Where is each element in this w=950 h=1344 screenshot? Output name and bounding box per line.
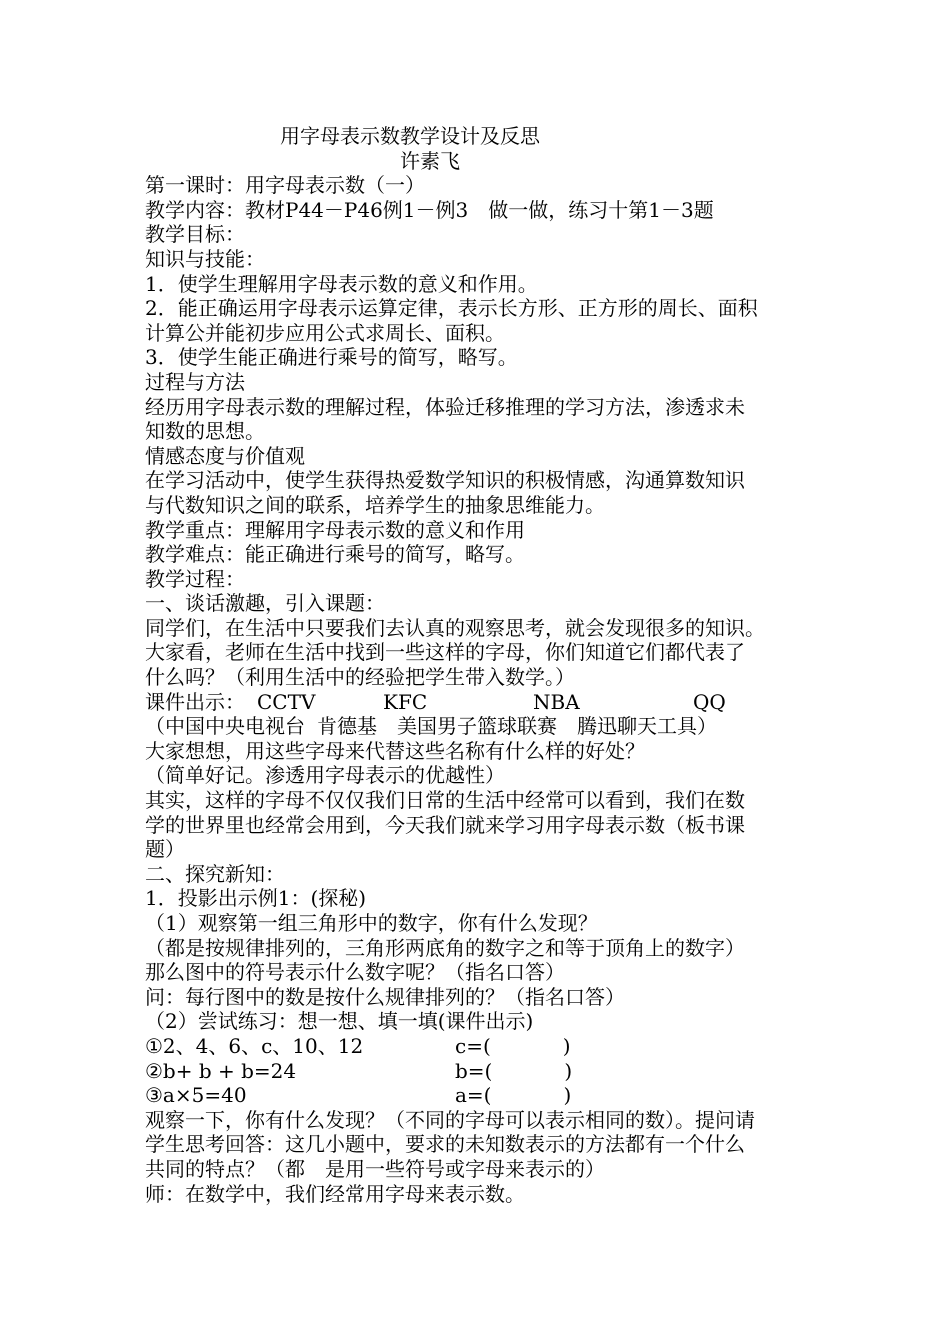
text-line: 1．投影出示例1：(探秘) [145,886,367,911]
courseware-row [145,690,835,715]
text-line: （简单好记。渗透用字母表示的优越性） [145,763,505,788]
meaning-item: 腾迅聊天工具） [577,714,717,739]
document-title: 用字母表示数教学设计及反思 [280,124,540,148]
text-line: 其实，这样的字母不仅仅我们日常的生活中经常可以看到，我们在数 [145,788,745,813]
text-line: 经历用字母表示数的理解过程，体验迁移推理的学习方法，渗透求未 [145,394,745,419]
exercise-answer-blank: c=( ) [455,1033,571,1058]
text-line: 情感态度与价值观 [145,443,305,468]
text-line: 大家想想，用这些字母来代替这些名称有什么样的好处？ [145,738,645,763]
text-line: 教学内容：教材P44－P46例1－例3 做一做，练习十第1－3题 [145,197,714,222]
text-line: 知识与技能： [145,246,265,271]
text-line: 1．使学生理解用字母表示数的意义和作用。 [145,271,538,296]
text-line: 一、谈话激趣，引入课题： [145,591,385,616]
text-line: （2）尝试练习：想一想、填一填(课件出示) [145,1009,534,1034]
section-summary [145,1108,835,1206]
text-line: 题） [145,837,185,862]
document-body [145,124,835,1206]
text-line: 2．能正确运用字母表示运算定律，表示长方形、正方形的周长、面积 [145,296,758,321]
text-line: 在学习活动中，使学生获得热爱数学知识的积极情感，沟通算数知识 [145,468,745,493]
meaning-item: 肯德基 [317,714,377,739]
courseware-label: 课件出示： [145,689,245,714]
text-line: 教学目标： [145,222,245,247]
text-line: 教学重点：理解用字母表示数的意义和作用 [145,517,525,542]
text-line: 二、探究新知： [145,861,285,886]
exercise-row [145,1034,835,1059]
text-line: 学生思考回答：这几小题中，要求的未知数表示的方法都有一个什么 [145,1132,745,1157]
text-line: 过程与方法 [145,369,245,394]
section-objectives [145,173,835,689]
text-line: 教学过程： [145,566,245,591]
exercise-answer-blank: a=( ) [455,1083,572,1108]
text-line: 观察一下，你有什么发现？（不同的字母可以表示相同的数）。提问请 [145,1107,755,1132]
exercise-row [145,1083,835,1108]
text-line: 共同的特点？（都 是用一些符号或字母来表示的） [145,1156,605,1181]
exercise-question: ③a×5=40 [145,1083,247,1108]
text-line: 问：每行图中的数是按什么规律排列的？（指名口答） [145,984,625,1009]
text-line: 什么吗？（利用生活中的经验把学生带入数学。） [145,665,575,690]
text-line: 同学们，在生活中只要我们去认真的观察思考，就会发现很多的知识。 [145,615,765,640]
text-line: 与代数知识之间的联系，培养学生的抽象思维能力。 [145,492,605,517]
exercise-question: ①2、4、6、c、10、12 [145,1033,364,1058]
courseware-item: QQ [693,689,726,714]
exercise-list [145,1034,835,1108]
text-line: 知数的思想。 [145,419,265,444]
meaning-item: （中国中央电视台 [145,714,305,739]
document-author: 许素飞 [400,148,460,173]
exercise-answer-blank: b=( ) [455,1058,573,1083]
text-line: 大家看，老师在生活中找到一些这样的字母，你们知道它们都代表了 [145,640,745,665]
courseware-item: NBA [533,689,580,714]
text-line: 教学难点：能正确进行乘号的简写，略写。 [145,542,525,567]
text-line: 学的世界里也经常会用到，今天我们就来学习用字母表示数（板书课 [145,812,745,837]
meanings-row [145,714,835,739]
text-line: （都是按规律排列的，三角形两底角的数字之和等于顶角上的数字） [145,935,745,960]
section-explore [145,739,835,1034]
courseware-item: CCTV [257,689,316,714]
meaning-item: 美国男子篮球联赛 [397,714,557,739]
exercise-question: ②b+ b + b=24 [145,1058,297,1083]
text-line: 3．使学生能正确进行乘号的简写，略写。 [145,345,518,370]
text-line: （1）观察第一组三角形中的数字，你有什么发现？ [145,911,598,935]
courseware-item: KFC [383,689,428,714]
text-line: 计算公并能初步应用公式求周长、面积。 [145,320,505,345]
text-line: 第一课时：用字母表示数（一） [145,173,425,198]
text-line: 那么图中的符号表示什么数字呢？（指名口答） [145,960,565,985]
exercise-row [145,1059,835,1084]
text-line: 师：在数学中，我们经常用字母来表示数。 [145,1181,525,1206]
